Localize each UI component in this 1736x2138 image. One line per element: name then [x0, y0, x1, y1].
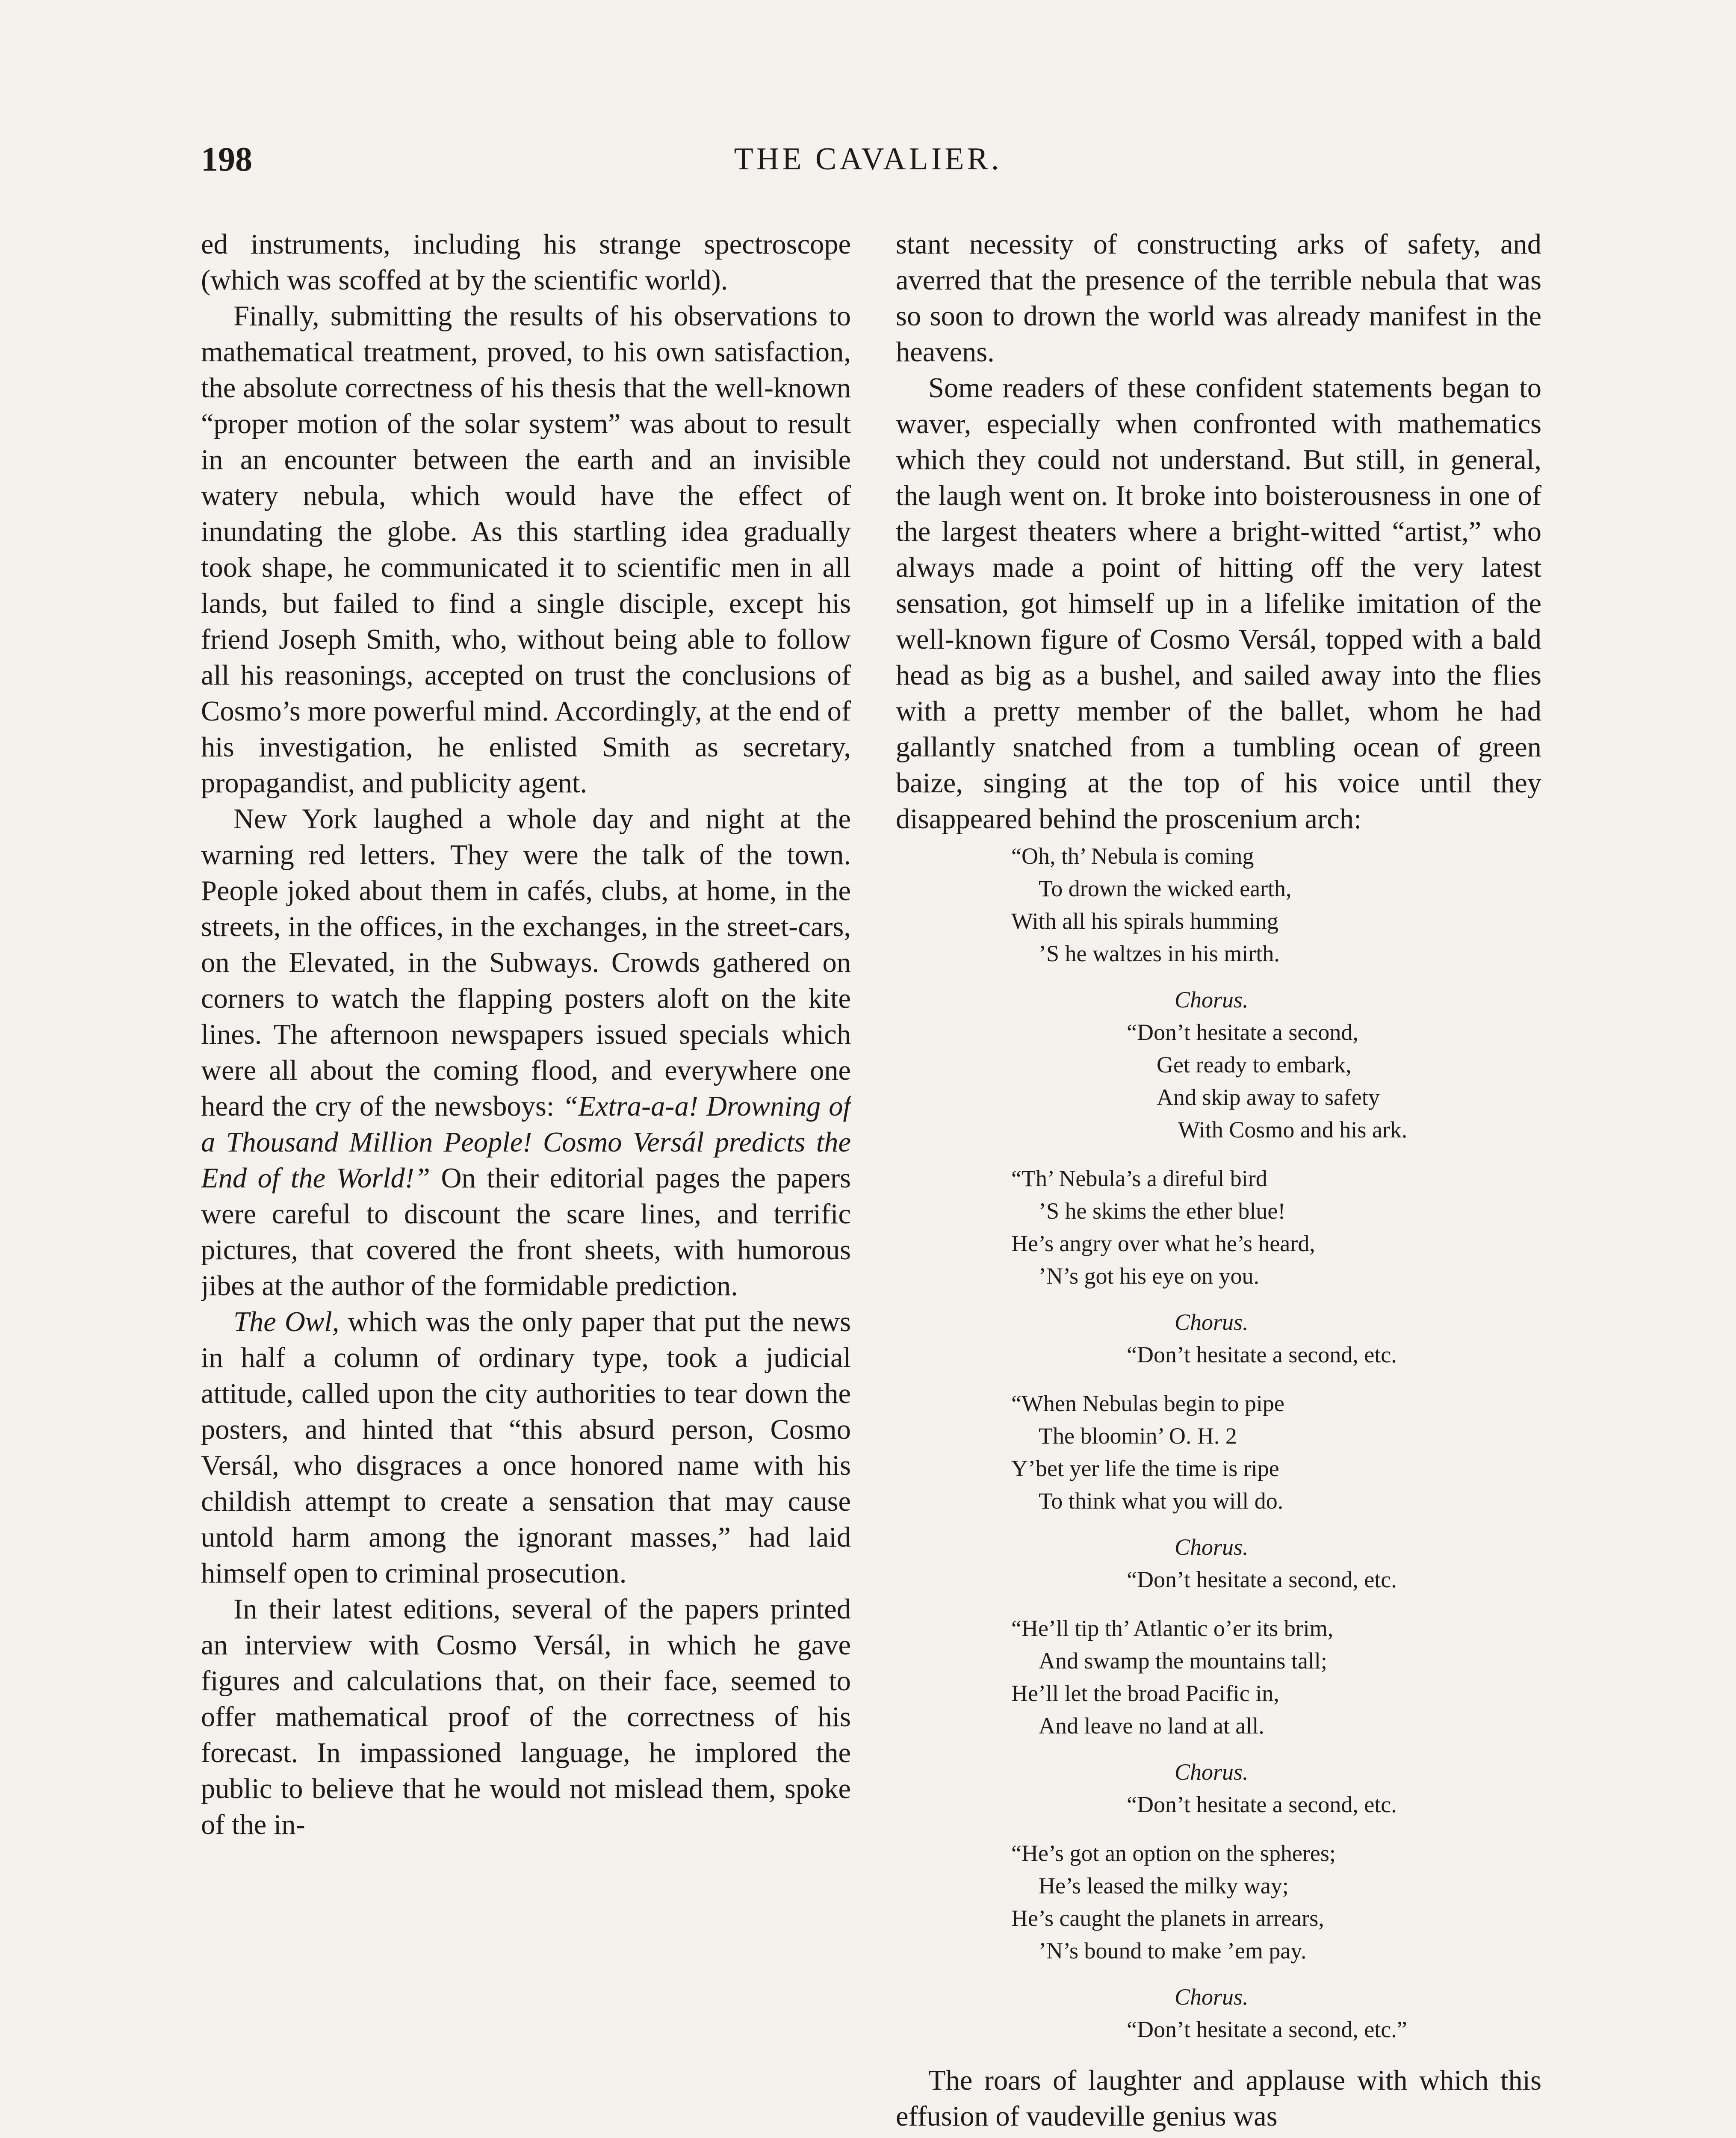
- left-column: [201, 227, 851, 2138]
- song-line: ’S he waltzes in his mirth.: [1039, 941, 1280, 966]
- song-line: To drown the wicked earth,: [1039, 876, 1292, 901]
- song-line: ’N’s bound to make ’em pay.: [1039, 1938, 1307, 1964]
- chorus-label: Chorus.: [1175, 1309, 1249, 1335]
- chorus-line: “Don’t hesitate a second, etc.: [1127, 1567, 1397, 1592]
- newsboy-cry: “Extra-a-a! Drowning of a Thousand Million People! Cosmo Versál predicts the End of the World!”: [201, 1091, 851, 1194]
- paragraph-text: New York laughed a whole day and night at the warning red letters. They were the talk of the town. People joked about them in cafés, clubs, at home, in the streets, in the offices, in the exchanges, in the street-cars, on the Elevated, in the Subways. Crowds gathered on corners to watch the flapping posters aloft on the kite lines. The afternoon newspapers issued specials which were all about the coming flood, and everywhere one heard the cry of the newsboys:: [201, 803, 851, 1122]
- song-line: He’s angry over what he’s heard,: [1011, 1231, 1315, 1256]
- song-line: “Th’ Nebula’s a direful bird: [1011, 1166, 1267, 1191]
- paragraph: The roars of laughter and applause with which this effusion of vaudeville genius was: [896, 2065, 1541, 2132]
- song-line: And swamp the mountains tall;: [1039, 1648, 1327, 1674]
- song-stanza: [1011, 840, 1541, 970]
- chorus: [896, 983, 1541, 1146]
- chorus-line: “Don’t hesitate a second, etc.: [1127, 1792, 1397, 1817]
- paragraph: Finally, submitting the results of his observations to mathematical treatment, proved, to his own satisfaction, the absolute correctness of his thesis that the well-known “proper motion of the solar system” was about to result in an encounter between the earth and an invisible watery nebula, which would have the effect of inundating the globe. As this startling idea gradually took shape, he communicated it to scientific men in all lands, but failed to find a single disciple, except his friend Joseph Smith, who, without being able to follow all his reasonings, accepted on trust the conclusions of Cosmo’s more powerful mind. Accordingly, at the end of his investigation, he enlisted Smith as secretary, propagandist, and publicity agent.: [201, 301, 851, 799]
- chorus-label: Chorus.: [1175, 987, 1249, 1013]
- paragraph: Some readers of these confident statements began to waver, especially when confronted with mathematics which they could not understand. But still, in general, the laugh went on. It broke into boisterousness in one of the largest theaters where a bright-witted “artist,” who always made a point of hitting off the very latest sensation, got himself up in a lifelike imitation of the well-known figure of Cosmo Versál, topped with a bald head as big as a bushel, and sailed away into the flies with a pretty member of the ballet, whom he had gallantly snatched from a tumbling ocean of green baize, singing at the top of his voice until they disappeared behind the proscenium arch:: [896, 372, 1541, 835]
- song: [896, 840, 1541, 2046]
- chorus-label: Chorus.: [1175, 1984, 1249, 2010]
- paragraph: [201, 801, 851, 1304]
- song-line: ’S he skims the ether blue!: [1039, 1198, 1286, 1224]
- song-line: With all his spirals humming: [1011, 908, 1278, 934]
- chorus-line: “Don’t hesitate a second,: [1127, 1019, 1358, 1045]
- chorus-line: “Don’t hesitate a second, etc.”: [1127, 2017, 1407, 2042]
- running-title: THE CAVALIER.: [734, 142, 1002, 177]
- chorus-line: Get ready to embark,: [1157, 1052, 1352, 1078]
- chorus: [896, 1756, 1541, 1821]
- chorus: [896, 1531, 1541, 1596]
- song-stanza: [1011, 1387, 1541, 1517]
- paragraph-text: which was the only paper that put the news in half a column of ordinary type, took a judicial attitude, called upon the city authorities to tear down the posters, and hinted that “this absurd person, Cosmo Versál, who disgraces a once honored name with his childish attempt to create a sensation that may cause untold harm among the ignorant masses,” had laid himself open to criminal prosecution.: [201, 1306, 851, 1589]
- song-stanza: [1011, 1612, 1541, 1742]
- song-stanza: [1011, 1837, 1541, 1967]
- chorus-line: “Don’t hesitate a second, etc.: [1127, 1342, 1397, 1367]
- song-line: To think what you will do.: [1039, 1488, 1284, 1514]
- paragraph: ed instruments, including his strange spectroscope (which was scoffed at by the scientific world).: [201, 229, 851, 296]
- chorus-line: With Cosmo and his ark.: [1178, 1117, 1408, 1143]
- song-line: ’N’s got his eye on you.: [1039, 1263, 1259, 1289]
- song-line: “When Nebulas begin to pipe: [1011, 1391, 1284, 1416]
- song-line: “He’ll tip th’ Atlantic o’er its brim,: [1011, 1615, 1334, 1641]
- song-line: He’s leased the milky way;: [1039, 1873, 1289, 1899]
- song-line: “He’s got an option on the spheres;: [1011, 1840, 1336, 1866]
- chorus-label: Chorus.: [1175, 1759, 1249, 1785]
- song-line: The bloomin’ O. H. 2: [1039, 1423, 1237, 1449]
- paragraph: [201, 1304, 851, 1592]
- paragraph-text: On their editorial pages the papers were careful to discount the scare lines, and terrific pictures, that covered the front sheets, with humorous jibes at the author of the formidable prediction.: [201, 1163, 851, 1302]
- chorus: [896, 1981, 1541, 2046]
- chorus: [896, 1306, 1541, 1371]
- song-line: He’s caught the planets in arrears,: [1011, 1905, 1324, 1931]
- page-number: 198: [201, 141, 252, 178]
- newspaper-name: The Owl,: [233, 1306, 340, 1338]
- song-line: And leave no land at all.: [1039, 1713, 1264, 1739]
- right-column: [896, 227, 1541, 2138]
- song-stanza: [1011, 1162, 1541, 1292]
- song-line: Y’bet yer life the time is ripe: [1011, 1456, 1279, 1481]
- page-header: [201, 140, 1535, 192]
- chorus-label: Chorus.: [1175, 1534, 1249, 1560]
- paragraph: stant necessity of constructing arks of safety, and averred that the presence of the terrible nebula that was so soon to drown the world was already manifest in the heavens.: [896, 229, 1541, 368]
- song-line: He’ll let the broad Pacific in,: [1011, 1680, 1279, 1706]
- paragraph: In their latest editions, several of the papers printed an interview with Cosmo Versál, in which he gave figures and calculations that, on their face, seemed to offer mathematical proof of the correctness of his forecast. In impassioned language, he implored the public to believe that he would not mislead them, spoke of the in-: [201, 1594, 851, 1840]
- song-line: “Oh, th’ Nebula is coming: [1011, 843, 1254, 869]
- chorus-line: And skip away to safety: [1157, 1084, 1380, 1110]
